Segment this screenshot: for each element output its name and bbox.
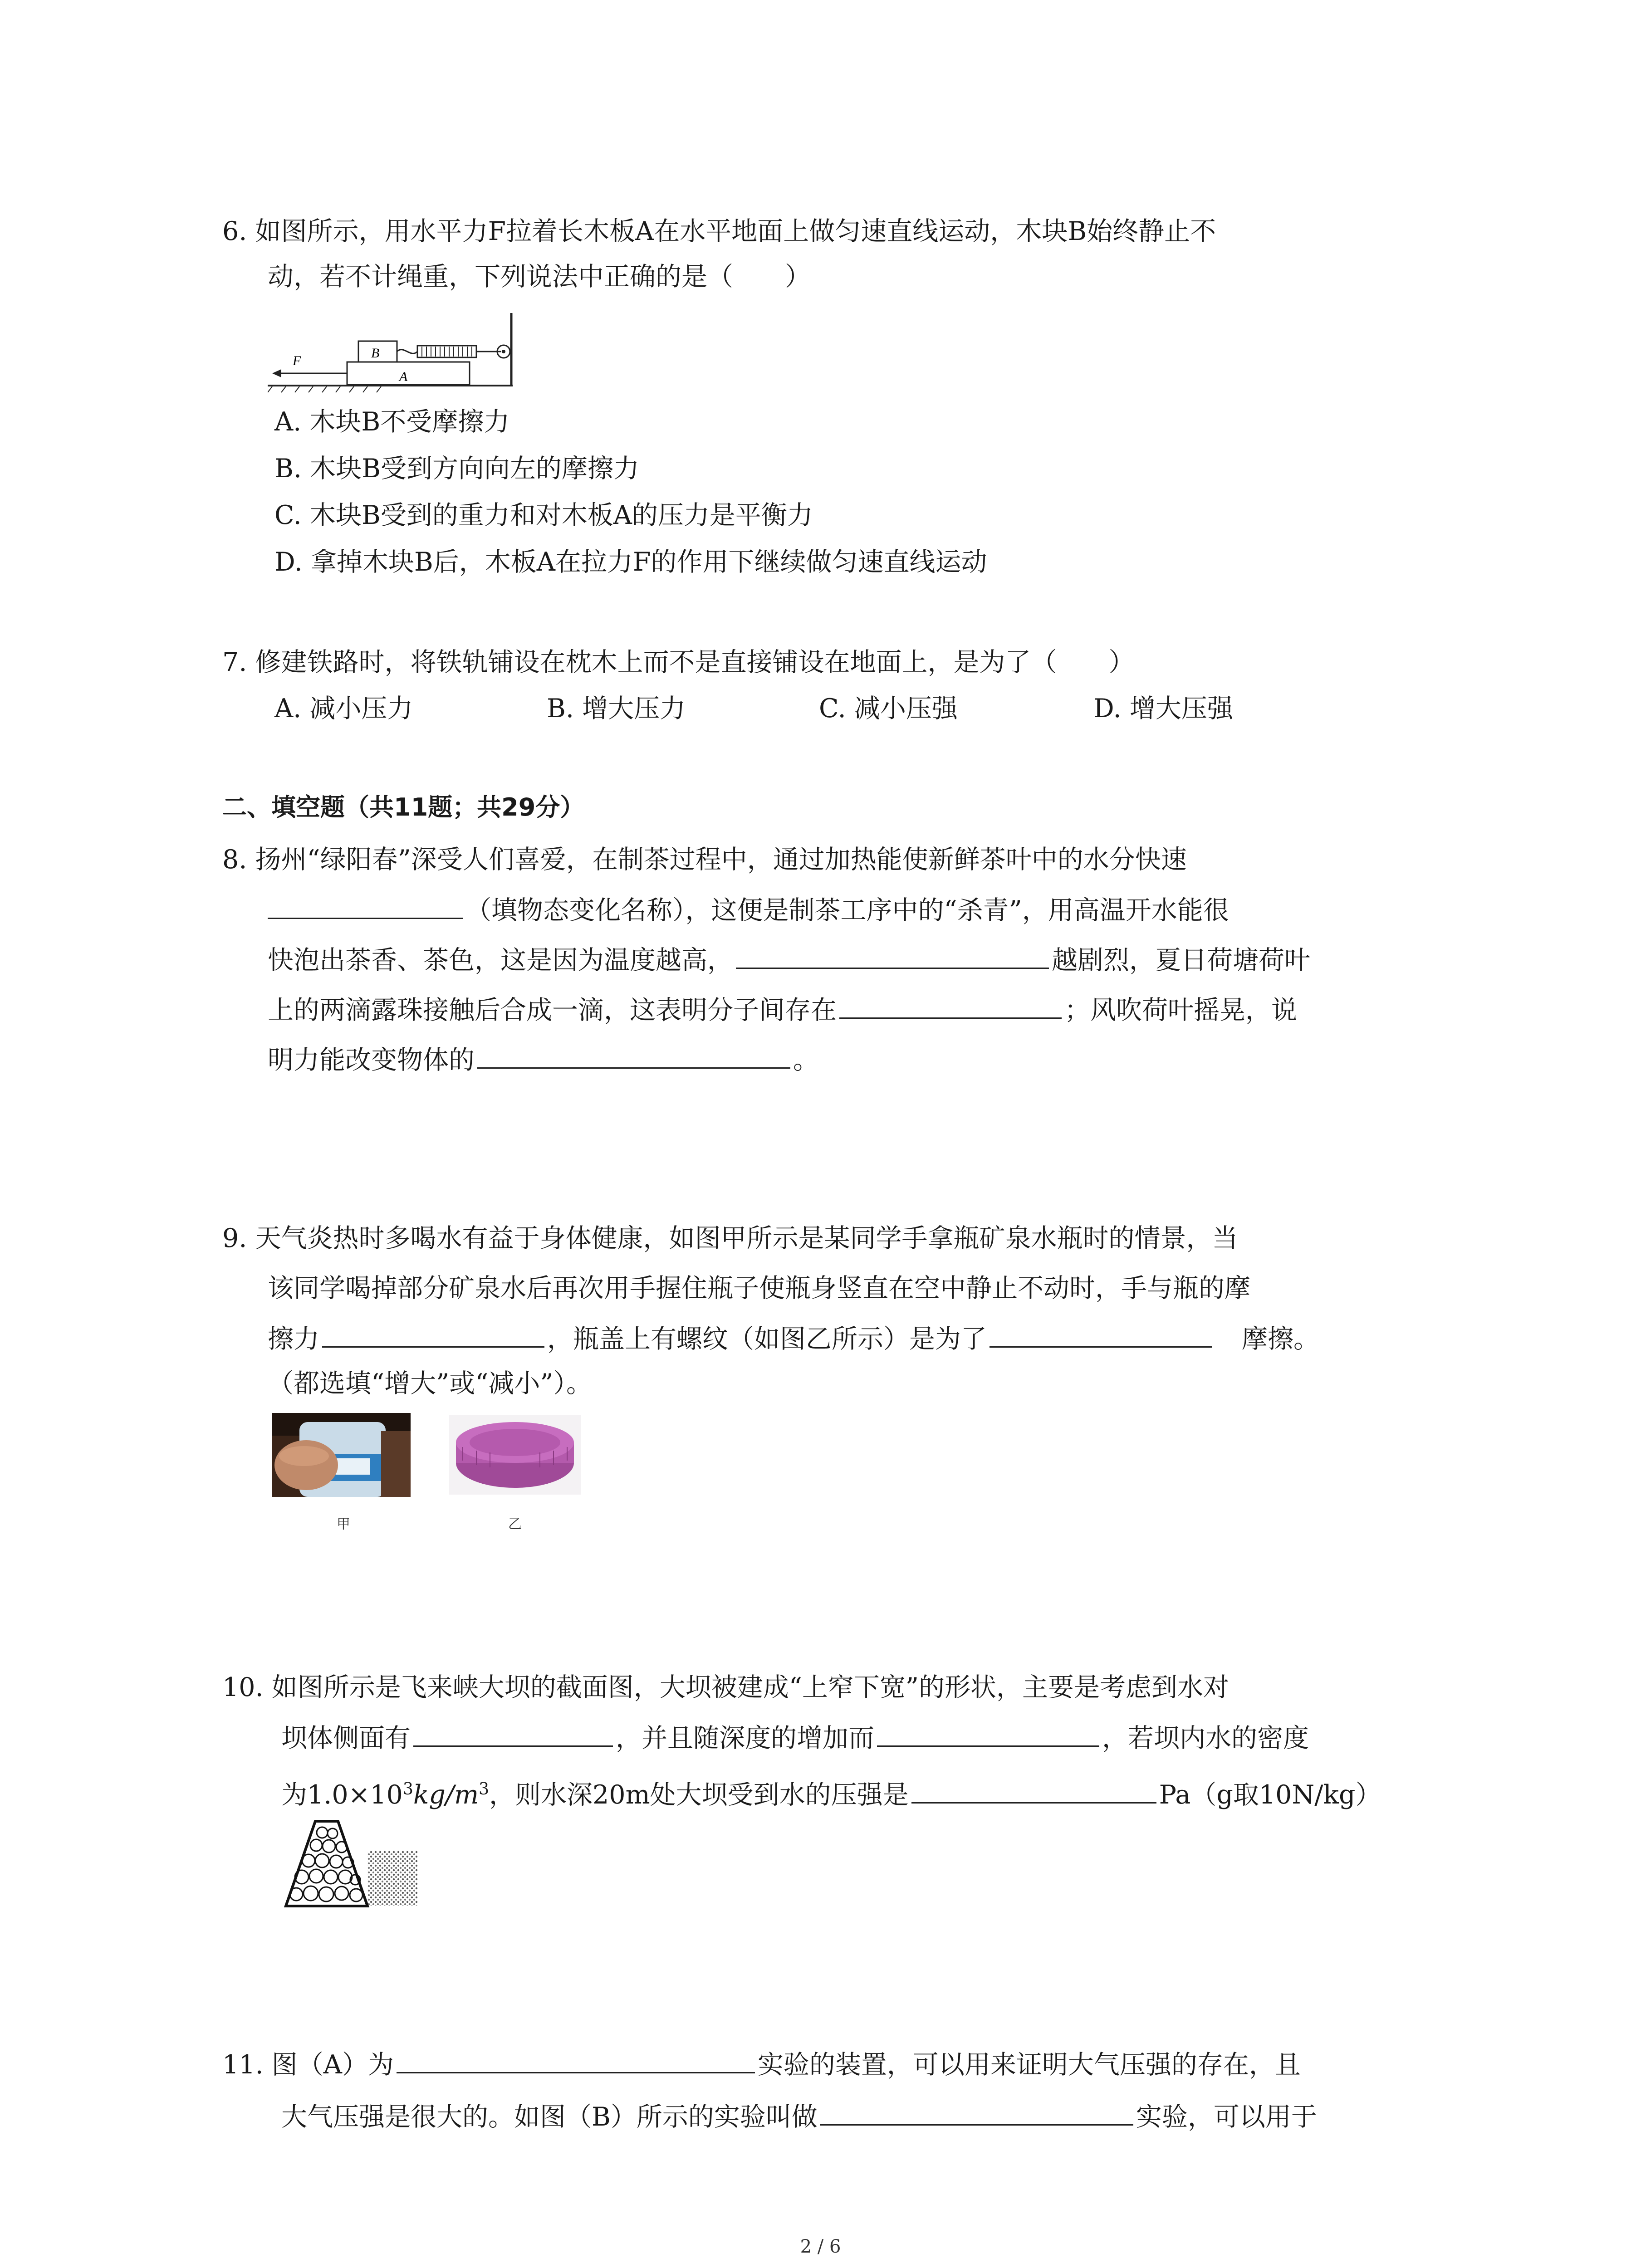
q9-line3-text-c: 摩擦。 [1242,1324,1319,1354]
page-number: 2 / 6 [800,2236,841,2257]
q11-blank-1[interactable] [397,2046,755,2073]
q6-option-b[interactable]: B. 木块B受到方向向左的摩擦力 [274,454,640,484]
q10-blank-1[interactable] [413,1719,613,1747]
q10-line3-text-d: Pa（g取10N/kg） [1159,1780,1381,1810]
q11-line1-text-b: 实验的装置，可以用来证明大气压强的存在，且 [757,2050,1301,2080]
q6-option-d[interactable]: D. 拿掉木块B后，木板A在拉力F的作用下继续做匀速直线运动 [274,547,987,577]
q10-blank-3[interactable] [911,1776,1156,1804]
q8-blank-2[interactable] [736,941,1049,969]
q7-option-a[interactable]: A. 减小压力 [274,694,413,723]
board-label-a: A [399,369,408,384]
q7-line1: 7. 修建铁路时，将铁轨铺设在枕木上而不是直接铺设在地面上，是为了（ ） [222,647,1135,677]
q8-blank-4[interactable] [477,1041,790,1069]
q10-line2-text-c: ，若坝内水的密度 [1102,1723,1309,1753]
q10-exponent-2: 3 [479,1780,490,1799]
force-label-f: F [293,353,301,368]
q11-line2-text-b: 实验，可以用于 [1136,2102,1317,2132]
q10-line2-text-a: 坝体侧面有 [281,1723,411,1753]
q8-line3-text-b: 越剧烈，夏日荷塘荷叶 [1052,945,1310,975]
caption-jia: 甲 [337,1516,350,1532]
q9-line2: 该同学喝掉部分矿泉水后再次用手握住瓶子使瓶身竖直在空中静止不动时，手与瓶的摩 [268,1273,1250,1303]
q9-line3-text-a: 擦力 [268,1324,319,1354]
q7-option-d[interactable]: D. 增大压强 [1093,694,1233,723]
q8-line2-text: （填物态变化名称），这便是制茶工序中的“杀青”，用高温开水能很 [465,895,1229,925]
q7-option-c[interactable]: C. 减小压强 [819,694,958,723]
q10-exponent-1: 3 [402,1780,413,1799]
q8-line5-text-a: 明力能改变物体的 [268,1045,475,1075]
q8-line3 [268,941,1310,978]
q9-line1: 9. 天气炎热时多喝水有益于身体健康，如图甲所示是某同学手拿瓶矿泉水瓶时的情景，当 [222,1223,1238,1253]
q8-line5-text-b: 。 [793,1045,819,1075]
q10-blank-2[interactable] [877,1719,1099,1747]
dam-cross-section-figure [284,1819,420,1910]
q10-line3 [281,1771,1381,1813]
photo-hand-holding-bottle [272,1413,411,1497]
q10-line3-text-a: 为1.0×10 [281,1780,403,1810]
q11-line1-text-a: 11. 图（A）为 [222,2050,394,2080]
q10-line2 [281,1719,1309,1756]
photo-bottle-cap [449,1415,581,1495]
q11-line2 [281,2098,1317,2135]
q6-option-a[interactable]: A. 木块B不受摩擦力 [274,407,510,437]
q8-line3-text-a: 快泡出茶香、茶色，这是因为温度越高， [268,945,733,975]
q8-line4-text-b: ；风吹荷叶摇晃，说 [1064,995,1297,1025]
q6-line1: 6. 如图所示，用水平力F拉着长木板A在水平地面上做匀速直线运动，木块B始终静止不 [222,216,1216,246]
q8-line2 [268,891,1229,929]
q8-blank-3[interactable] [839,991,1062,1019]
q8-blank-1[interactable] [268,891,463,919]
q8-line4-text-a: 上的两滴露珠接触后合成一滴，这表明分子间存在 [268,995,837,1025]
q10-unit: kg/m [413,1780,479,1810]
caption-yi: 乙 [508,1516,522,1532]
q11-blank-2[interactable] [820,2098,1133,2126]
q11-line1 [222,2046,1301,2083]
block-label-b: B [371,346,380,361]
q9-blank-2[interactable] [989,1320,1212,1348]
q8-line4 [268,991,1297,1028]
q7-option-b[interactable]: B. 增大压力 [547,694,686,723]
friction-apparatus-figure [268,308,522,395]
q8-line1: 8. 扬州“绿阳春”深受人们喜爱，在制茶过程中，通过加热能使新鲜茶叶中的水分快速 [222,845,1187,875]
q10-line3-text-c: ，则水深20m处大坝受到水的压强是 [489,1780,909,1810]
q9-line3-text-b: ，瓶盖上有螺纹（如图乙所示）是为了 [547,1324,987,1354]
q9-blank-1[interactable] [322,1320,544,1348]
q9-line3 [268,1320,1319,1357]
q10-line1: 10. 如图所示是飞来峡大坝的截面图，大坝被建成“上窄下宽”的形状，主要是考虑到水对 [222,1672,1230,1702]
q10-line2-text-b: ，并且随深度的增加而 [616,1723,874,1753]
q11-line2-text-a: 大气压强是很大的。如图（B）所示的实验叫做 [281,2102,818,2132]
section-heading-fill-in: 二、填空题（共11题；共29分） [222,793,585,821]
q8-line5 [268,1041,819,1078]
q6-line2: 动，若不计绳重，下列说法中正确的是（ ） [268,262,811,292]
q9-line4: （都选填“增大”或“减小”）。 [268,1369,593,1398]
q6-option-c[interactable]: C. 木块B受到的重力和对木板A的压力是平衡力 [274,500,813,530]
